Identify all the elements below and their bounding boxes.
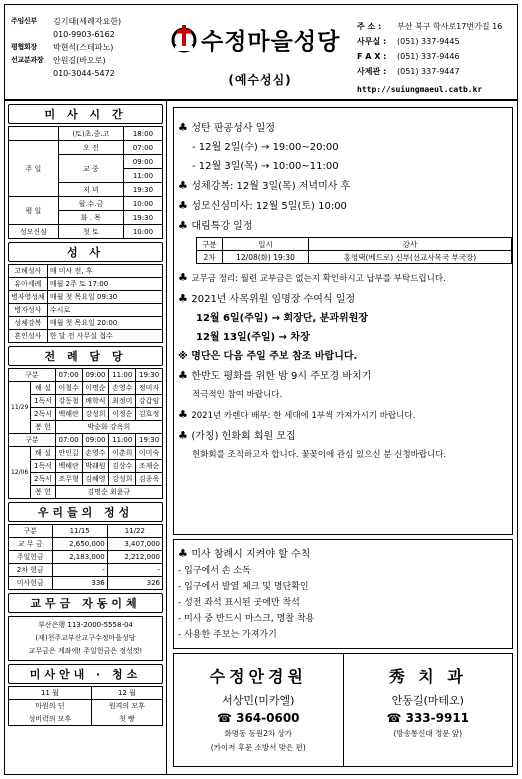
table-row bbox=[9, 197, 163, 211]
mass-time: 18:00 bbox=[123, 127, 162, 141]
club-bullet-icon: ♣ bbox=[178, 121, 192, 134]
duty-offering: 박순화 강옥희 bbox=[55, 421, 162, 434]
mass-day: 화 . 목 bbox=[58, 211, 123, 225]
address-value: 부산 북구 학사로17번가길 16 bbox=[397, 22, 503, 31]
mass-day: 월.수.금 bbox=[58, 197, 123, 211]
duty-cell: 박래원 bbox=[82, 460, 109, 473]
ad-address: 화명동 동원2차 상가 bbox=[224, 729, 292, 738]
col-header: 11 월 bbox=[9, 687, 92, 700]
chairman-name: 박현석(스테파노) bbox=[53, 43, 114, 52]
altar-duty-title: 전 례 담 당 bbox=[8, 346, 163, 366]
guide-title: 미사안내 · 청소 bbox=[8, 664, 163, 684]
col-header: 구분 bbox=[197, 238, 223, 251]
table-row bbox=[9, 278, 163, 291]
finance-value: - bbox=[107, 564, 162, 577]
announcement-item: ♣ 교무금 정리: 월련 교부금은 없는지 확인하시고 납부를 부탁드립니다. bbox=[178, 271, 446, 284]
finance-label: 2차 헌금 bbox=[9, 564, 53, 577]
club-bullet-icon: ♣ bbox=[178, 219, 192, 232]
duty-cell: 이춘희 bbox=[109, 447, 136, 460]
mass-rules-box bbox=[173, 539, 513, 649]
rule-item: - 성전 좌석 표시된 곳에만 착석 bbox=[178, 598, 300, 608]
announcement-subitem: - 12월 3일(목) → 10:00~11:00 bbox=[192, 161, 339, 172]
guide-cell: 첫 빵 bbox=[91, 713, 162, 726]
mass-day: 교 중 bbox=[58, 155, 123, 183]
table-row bbox=[9, 551, 163, 564]
table-row bbox=[9, 713, 163, 726]
col-header: 09:00 bbox=[82, 434, 109, 447]
tithe-holder: (재)천주교부산교구수정마을성당 bbox=[35, 634, 136, 642]
bulletin-header bbox=[5, 5, 517, 101]
duty-cell: 손영수 bbox=[82, 447, 109, 460]
finance-value: 2,650,000 bbox=[52, 538, 107, 551]
mass-group: 성모신심 bbox=[9, 225, 59, 239]
club-bullet-icon: ♣ bbox=[178, 179, 192, 192]
col-header: 12 월 bbox=[91, 687, 162, 700]
table-row bbox=[9, 265, 163, 278]
finance-value: 3,407,000 bbox=[107, 538, 162, 551]
club-bullet-icon: ♣ bbox=[178, 408, 192, 421]
tithe-account: 부산은행 113-2000-5558-04 bbox=[38, 621, 133, 629]
duty-cell: 김혜영 bbox=[82, 473, 109, 486]
sponsor-ads bbox=[173, 653, 513, 767]
duty-cell: 최정미 bbox=[109, 395, 136, 408]
col-header: 11/22 bbox=[107, 525, 162, 538]
table-row bbox=[9, 577, 163, 590]
rectory-label: 사제관 : bbox=[357, 67, 387, 76]
table-row bbox=[9, 421, 163, 434]
contact-info bbox=[357, 19, 517, 97]
club-bullet-icon: ♣ bbox=[178, 292, 192, 305]
mass-time: 07:00 bbox=[123, 141, 162, 155]
finance-value: 336 bbox=[52, 577, 107, 590]
ad-person: 서상민(미카엘) bbox=[222, 694, 295, 707]
sacrament-desc: 수시로 bbox=[47, 304, 162, 317]
duty-cell: 정미자 bbox=[136, 382, 163, 395]
sacrament-name: 병자영성체 bbox=[9, 291, 48, 304]
duty-cell: 강성희 bbox=[109, 473, 136, 486]
duty-cell: 이철수 bbox=[55, 382, 82, 395]
club-bullet-icon: ♣ bbox=[178, 199, 192, 212]
club-bullet-icon: ♣ bbox=[178, 547, 192, 560]
dental-ad bbox=[343, 654, 513, 766]
ad-address: (방송통신대 정문 앞) bbox=[393, 729, 463, 738]
announcement-subitem: 12월 6일(주일) → 회장단, 분과위원장 bbox=[196, 313, 369, 324]
advent-cell: 2차 bbox=[197, 251, 223, 264]
col-header: 구분 bbox=[9, 434, 56, 447]
advent-cell: 홍영택(베드로) 신부(선교사목국 부국장) bbox=[309, 251, 512, 264]
finance-value: 2,212,000 bbox=[107, 551, 162, 564]
finance-title: 우리들의 정성 bbox=[8, 502, 163, 522]
left-column bbox=[5, 101, 167, 774]
leader-name: 안원길(바오로) bbox=[53, 56, 106, 65]
rectory-phone: (051) 337-9447 bbox=[397, 67, 460, 76]
duty-date: 11/29 bbox=[9, 382, 31, 434]
parish-subtitle: (예수성심) bbox=[228, 73, 292, 87]
col-header: 11:00 bbox=[109, 434, 136, 447]
table-row bbox=[9, 564, 163, 577]
col-header: 일시 bbox=[223, 238, 309, 251]
table-header-row bbox=[9, 369, 163, 382]
mass-time: 19:30 bbox=[123, 211, 162, 225]
col-header: 11:00 bbox=[109, 369, 136, 382]
sacrament-desc: 매 미사 전, 후 bbox=[47, 265, 162, 278]
table-row bbox=[9, 304, 163, 317]
pastor-phone: 010-9903-6162 bbox=[53, 30, 115, 39]
announcement-item: ♣ 성체강복: 12월 3일(목) 저녁미사 후 bbox=[178, 179, 351, 192]
col-header: 09:00 bbox=[82, 369, 109, 382]
duty-role: 해 설 bbox=[31, 382, 55, 395]
table-row bbox=[9, 460, 163, 473]
table-row bbox=[9, 382, 163, 395]
rule-item: - 입구에서 손 소독 bbox=[178, 566, 251, 576]
duty-cell: 강갑임 bbox=[136, 395, 163, 408]
table-row bbox=[9, 330, 163, 343]
table-row bbox=[9, 395, 163, 408]
church-logo-icon bbox=[171, 24, 197, 54]
table-row bbox=[9, 127, 163, 141]
rule-item: - 미사 중 반드시 마스크, 명찰 착용 bbox=[178, 614, 315, 624]
mass-day: 오 전 bbox=[58, 141, 123, 155]
duty-cell: 이정순 bbox=[109, 408, 136, 421]
mass-time: 19:30 bbox=[123, 183, 162, 197]
table-header-row bbox=[197, 238, 512, 251]
announcements-box bbox=[173, 107, 513, 535]
announcement-subitem: 12월 13일(주일) → 차장 bbox=[196, 332, 310, 343]
altar-duty-table bbox=[8, 368, 163, 499]
mass-time: 11:00 bbox=[123, 169, 162, 183]
table-row bbox=[9, 473, 163, 486]
table-row bbox=[9, 141, 163, 155]
col-header: 11/15 bbox=[52, 525, 107, 538]
ad-phone: ☎ 364-0600 bbox=[216, 711, 300, 725]
duty-offering: 김명순 최윤규 bbox=[55, 486, 162, 499]
announcement-item: ♣ 대림특강 일정 bbox=[178, 219, 253, 232]
duty-cell: 이미숙 bbox=[136, 447, 163, 460]
guide-cell: 마원의 딘 bbox=[9, 700, 92, 713]
leader-phone: 010-3044-5472 bbox=[53, 69, 115, 78]
duty-role: 1독서 bbox=[31, 395, 55, 408]
mass-day: (토)초.중.고 bbox=[58, 127, 123, 141]
tithe-note: 교무금은 계좌에! 주일헌금은 정성껏! bbox=[28, 647, 143, 655]
announcement-item: ♣ 성탄 판공성사 일정 bbox=[178, 121, 275, 134]
address-label: 주 소 : bbox=[357, 22, 382, 31]
finance-table bbox=[8, 524, 163, 590]
announcement-item: ♣ 2021년 카렌다 배부: 한 세대에 1부씩 가져가시기 바랍니다. bbox=[178, 408, 416, 421]
finance-label: 미사헌금 bbox=[9, 577, 53, 590]
finance-value: - bbox=[52, 564, 107, 577]
duty-role: 해 설 bbox=[31, 447, 55, 460]
parish-logo bbox=[171, 19, 341, 59]
table-row bbox=[9, 225, 163, 239]
duty-role: 봉 헌 bbox=[31, 486, 55, 499]
leader-label: 선교분과장 bbox=[11, 56, 44, 64]
ad-name: 수정안경원 bbox=[209, 667, 307, 686]
rules-title: ♣ 미사 참례시 지켜야 할 수칙 bbox=[178, 547, 311, 560]
table-row bbox=[9, 447, 163, 460]
ad-name: 秀 치 과 bbox=[388, 667, 467, 686]
fax-number: (051) 337-9446 bbox=[397, 52, 460, 61]
finance-label: 주일헌금 bbox=[9, 551, 53, 564]
sacrament-desc: 매월 첫 목요일 20:00 bbox=[47, 317, 162, 330]
club-bullet-icon: ♣ bbox=[178, 369, 192, 382]
duty-cell: 강동철 bbox=[55, 395, 82, 408]
guide-cell: 성비력의 모후 bbox=[9, 713, 92, 726]
guide-cell: 원격의 모후 bbox=[91, 700, 162, 713]
finance-value: 2,183,000 bbox=[52, 551, 107, 564]
pastor-name: 김기태(세례자요한) bbox=[53, 17, 122, 26]
table-header-row bbox=[9, 434, 163, 447]
tithe-box bbox=[8, 616, 163, 661]
mass-times-title: 미 사 시 간 bbox=[8, 104, 163, 124]
announcement-item: ♣ (가칭) 헌화회 회원 모집 bbox=[178, 429, 296, 442]
duty-cell: 이명순 bbox=[82, 382, 109, 395]
mass-group: 평 일 bbox=[9, 197, 59, 225]
duty-role: 2독서 bbox=[31, 408, 55, 421]
announcement-subitem: - 12월 2일(수) → 19:00~20:00 bbox=[192, 142, 339, 153]
mass-time: 10:00 bbox=[123, 197, 162, 211]
right-column bbox=[167, 101, 517, 774]
table-row bbox=[9, 317, 163, 330]
sacraments-title: 성 사 bbox=[8, 242, 163, 262]
table-row bbox=[197, 251, 512, 264]
office-phone: (051) 337-9445 bbox=[397, 37, 460, 46]
col-header: 강사 bbox=[309, 238, 512, 251]
table-row bbox=[9, 408, 163, 421]
duty-cell: 백해란 bbox=[55, 460, 82, 473]
mass-group: 주 일 bbox=[9, 141, 59, 197]
ad-phone: ☎ 333-9911 bbox=[386, 711, 470, 725]
bulletin-page bbox=[4, 4, 518, 775]
guide-table bbox=[8, 686, 163, 726]
duty-cell: 김효정 bbox=[136, 408, 163, 421]
col-header: 07:00 bbox=[55, 434, 82, 447]
duty-cell: 강성희 bbox=[82, 408, 109, 421]
sacrament-name: 고해성사 bbox=[9, 265, 48, 278]
fax-label: F A X : bbox=[357, 52, 387, 61]
duty-cell: 배학식 bbox=[82, 395, 109, 408]
duty-cell: 김상수 bbox=[109, 460, 136, 473]
club-bullet-icon: ♣ bbox=[178, 271, 192, 284]
announcement-item: ♣ 2021년 사목위원 임명장 수여식 일정 bbox=[178, 292, 356, 305]
announcement-item: ♣ 성모신심미사: 12월 5일(토) 10:00 bbox=[178, 199, 347, 212]
sacrament-desc: 한 달 전 사무실 접수 bbox=[47, 330, 162, 343]
duty-date: 12/06 bbox=[9, 447, 31, 499]
col-header: 구분 bbox=[9, 369, 56, 382]
duty-role: 2독서 bbox=[31, 473, 55, 486]
rule-item: - 사용한 주보는 가져가기 bbox=[178, 630, 277, 640]
table-row bbox=[9, 538, 163, 551]
col-header: 07:00 bbox=[55, 369, 82, 382]
table-row bbox=[9, 700, 163, 713]
duty-role: 1독서 bbox=[31, 460, 55, 473]
office-label: 사무실 : bbox=[357, 37, 387, 46]
finance-value: 326 bbox=[107, 577, 162, 590]
advent-lecture-table bbox=[196, 237, 512, 264]
mass-time: 10:00 bbox=[123, 225, 162, 239]
announcement-subitem: 헌화회를 조직하고자 합니다. 꽃꽂이에 관심 있으신 분 신청바랍니다. bbox=[192, 450, 447, 460]
sacrament-name: 혼인성사 bbox=[9, 330, 48, 343]
col-header: 구분 bbox=[9, 525, 53, 538]
tithe-title: 교무금 자동이체 bbox=[8, 593, 163, 613]
sacrament-name: 유아세례 bbox=[9, 278, 48, 291]
advent-cell: 12/08(화) 19:30 bbox=[223, 251, 309, 264]
sacrament-desc: 매월 2주 토 17:00 bbox=[47, 278, 162, 291]
website-link[interactable]: http://suiungmaeul.catb.kr bbox=[357, 85, 483, 94]
duty-cell: 김종욱 bbox=[136, 473, 163, 486]
duty-cell: 조무형 bbox=[55, 473, 82, 486]
pastor-label: 주임신부 bbox=[11, 17, 37, 25]
announcement-note: ※ 명단은 다음 주일 주보 참조 바랍니다. bbox=[178, 351, 358, 362]
mass-time: 09:00 bbox=[123, 155, 162, 169]
sacrament-name: 성체강복 bbox=[9, 317, 48, 330]
mass-day: 저 녁 bbox=[58, 183, 123, 197]
mass-day: 첫 토 bbox=[58, 225, 123, 239]
optician-ad bbox=[174, 654, 343, 766]
col-header: 19:30 bbox=[136, 434, 163, 447]
rule-item: - 입구에서 발열 체크 및 명단확인 bbox=[178, 582, 309, 592]
ad-person: 안동길(마테오) bbox=[391, 694, 464, 707]
announcement-item: ♣ 한반도 평화를 위한 밤 9시 주모경 바치기 bbox=[178, 369, 372, 382]
duty-cell: 조재순 bbox=[136, 460, 163, 473]
announcement-subitem: 적극적인 참여 바랍니다. bbox=[192, 390, 283, 400]
staff-info bbox=[11, 15, 171, 80]
chairman-label: 평협회장 bbox=[11, 43, 37, 51]
table-row bbox=[9, 486, 163, 499]
col-header: 19:30 bbox=[136, 369, 163, 382]
table-header-row bbox=[9, 525, 163, 538]
duty-cell: 안인길 bbox=[55, 447, 82, 460]
duty-role: 봉 헌 bbox=[31, 421, 55, 434]
sacraments-table bbox=[8, 264, 163, 343]
ad-address: (카이저 후문 소방서 맞은 편) bbox=[210, 743, 306, 752]
table-row bbox=[9, 291, 163, 304]
table-header-row bbox=[9, 687, 163, 700]
duty-cell: 백해란 bbox=[55, 408, 82, 421]
mass-group bbox=[9, 127, 59, 141]
parish-title: 수정마을성당 bbox=[201, 28, 341, 55]
duty-cell: 손영수 bbox=[109, 382, 136, 395]
sacrament-desc: 매월 첫 목요일 09:30 bbox=[47, 291, 162, 304]
club-bullet-icon: ♣ bbox=[178, 429, 192, 442]
sacrament-name: 병자성사 bbox=[9, 304, 48, 317]
finance-label: 교 무 금 bbox=[9, 538, 53, 551]
mass-times-table bbox=[8, 126, 163, 239]
